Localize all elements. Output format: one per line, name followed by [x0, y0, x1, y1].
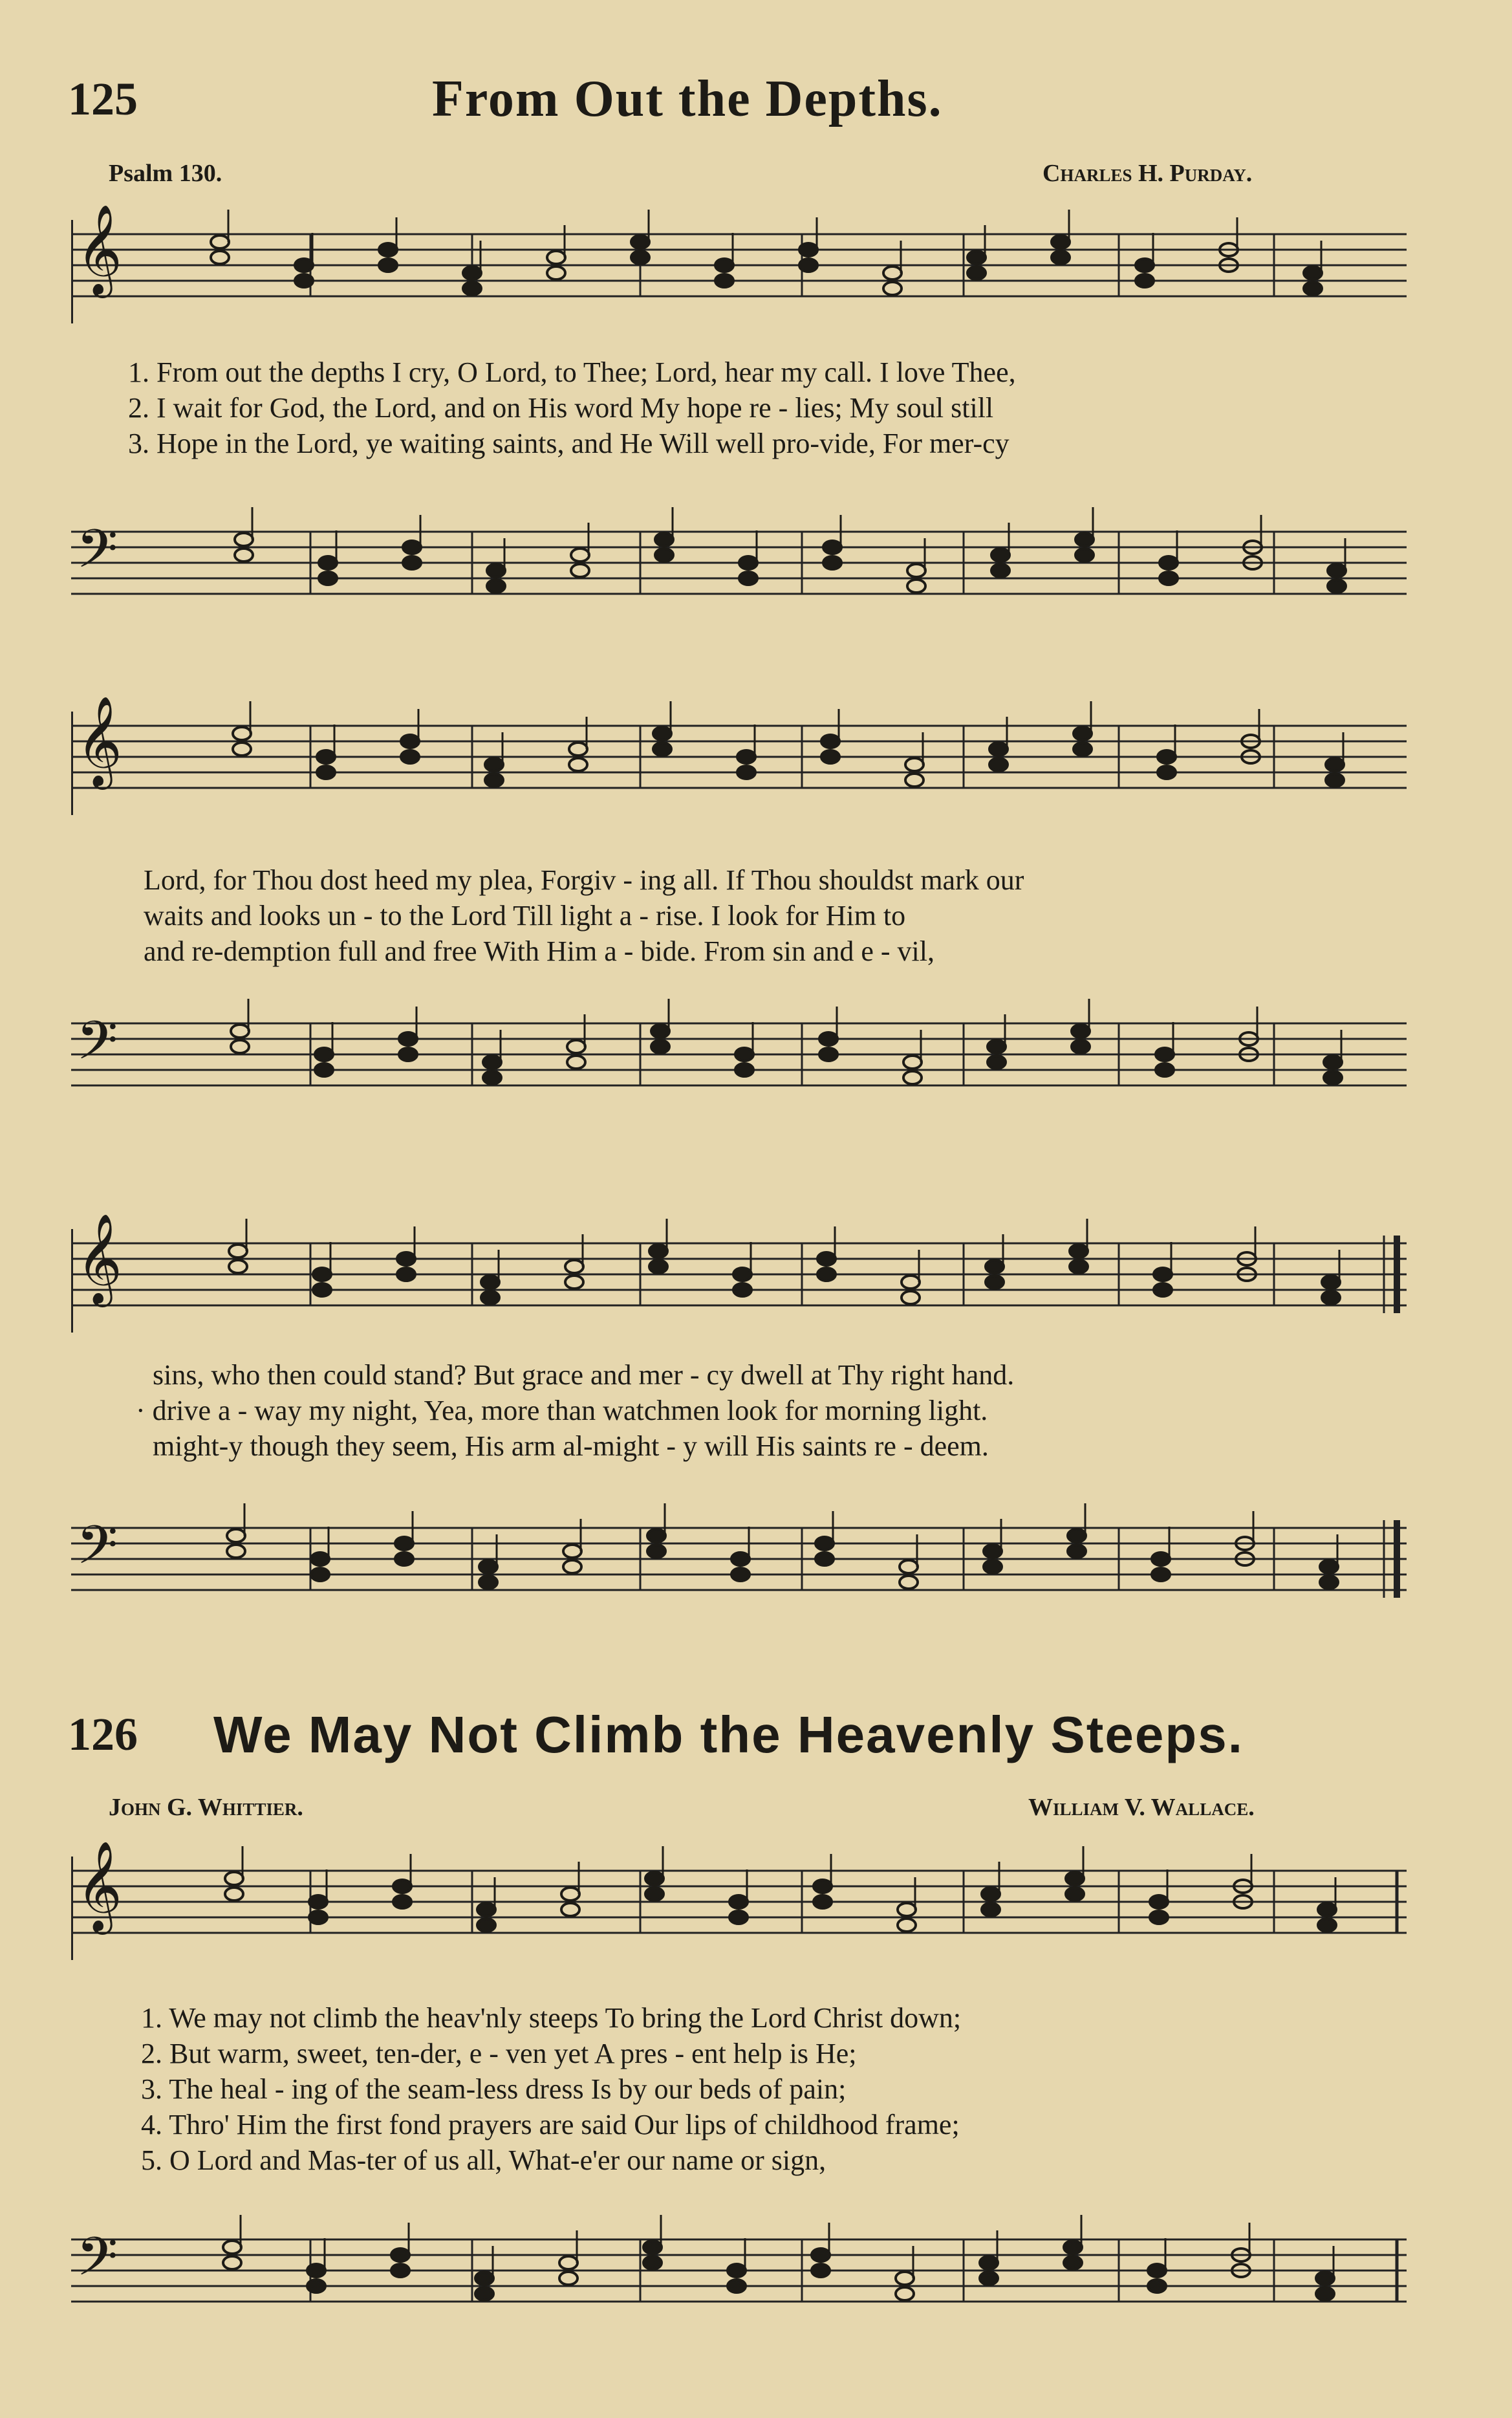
note-head [485, 758, 503, 771]
note-head [463, 282, 481, 295]
note-head [1148, 2280, 1166, 2293]
note-head [982, 1888, 1000, 1901]
hymn-126-music-credit: William V. Wallace. [1028, 1794, 1255, 1821]
note-head [823, 556, 841, 569]
note-head [649, 1260, 667, 1273]
note-head [567, 1040, 585, 1053]
note-head [463, 267, 481, 279]
notes-group [71, 1844, 1407, 1960]
note-head [1326, 758, 1344, 771]
note-head [475, 2272, 493, 2285]
note-head [1328, 564, 1346, 577]
note-head [1136, 259, 1154, 272]
hymn-126-title: We May Not Climb the Heavenly Steeps. [213, 1706, 1244, 1763]
note-head [391, 2264, 409, 2277]
note-head [1232, 2249, 1250, 2261]
note-head [1136, 274, 1154, 287]
note-head [1068, 1529, 1086, 1542]
hymn-126-verse-3: 3. The heal - ing of the seam-less dress Is by our beds of pain; [141, 2073, 847, 2105]
note-head [225, 1888, 243, 1901]
note-head [399, 1032, 417, 1045]
note-head [403, 541, 421, 554]
note-head [1236, 1537, 1254, 1550]
note-head [980, 2272, 998, 2285]
note-head [1326, 774, 1344, 787]
note-head [653, 743, 671, 756]
note-head [229, 1245, 247, 1258]
note-head [1234, 1895, 1252, 1908]
note-head [631, 235, 649, 248]
notes-group [71, 2212, 1407, 2329]
note-head [1244, 541, 1262, 554]
note-head [1072, 1025, 1090, 1038]
note-head [1150, 1911, 1168, 1924]
note-head [561, 1888, 579, 1901]
note-head [571, 549, 589, 561]
note-head [967, 251, 986, 264]
note-head [319, 556, 337, 569]
note-head [989, 758, 1008, 771]
note-head [559, 2272, 578, 2285]
note-head [819, 1048, 837, 1061]
note-head [1152, 1568, 1170, 1581]
note-head [1158, 750, 1176, 763]
note-head [1316, 2272, 1334, 2285]
note-head [643, 2241, 662, 2254]
note-head [651, 1025, 669, 1038]
notes-group [71, 699, 1407, 815]
note-head [561, 1903, 579, 1916]
note-head [1304, 267, 1322, 279]
note-head [1304, 282, 1322, 295]
note-head [1320, 1560, 1338, 1573]
hymn-125-s3-verse-3: might-y though they seem, His arm al-might - y will His saints re - deem. [153, 1430, 989, 1462]
note-head [715, 259, 733, 272]
hymn-125-music-credit: Charles H. Purday. [1042, 160, 1253, 187]
note-head [477, 1919, 495, 1932]
note-head [1074, 727, 1092, 740]
hymn-125-s1-verse-3: 3. Hope in the Lord, ye waiting saints, and He Will well pro-vide, For mer-cy [128, 428, 1010, 459]
note-head [1232, 2264, 1250, 2277]
note-head [1240, 1032, 1258, 1045]
note-head [487, 564, 505, 577]
note-head [980, 2256, 998, 2269]
note-head [223, 2241, 241, 2254]
note-head [967, 267, 986, 279]
note-head [715, 274, 733, 287]
note-head [295, 274, 313, 287]
note-head [737, 766, 755, 779]
note-head [393, 1880, 411, 1893]
note-head [403, 556, 421, 569]
note-head [307, 2280, 325, 2293]
note-head [728, 2264, 746, 2277]
note-head [319, 572, 337, 585]
note-head [395, 1537, 413, 1550]
note-head [812, 2264, 830, 2277]
note-head [1154, 1268, 1172, 1281]
note-head [563, 1545, 581, 1558]
note-head [903, 1056, 922, 1069]
note-head [896, 2272, 914, 2285]
note-head [227, 1545, 245, 1558]
note-head [643, 2256, 662, 2269]
note-head [821, 735, 839, 748]
note-head [229, 1260, 247, 1273]
bass-clef-icon: 𝄢 [76, 1514, 118, 1589]
note-head [313, 1268, 331, 1281]
hymn-125-s3-verse-1: sins, who then could stand? But grace and mer - cy dwell at Thy right hand. [153, 1359, 1015, 1391]
note-head [814, 1880, 832, 1893]
treble-clef-icon: 𝄞 [76, 1214, 122, 1303]
note-head [231, 1025, 249, 1038]
note-head [823, 541, 841, 554]
note-head [733, 1268, 751, 1281]
note-head [903, 1071, 922, 1084]
note-head [235, 533, 253, 546]
note-head [902, 1291, 920, 1304]
note-head [477, 1903, 495, 1916]
note-head [1074, 743, 1092, 756]
note-head [733, 1283, 751, 1296]
note-head [737, 750, 755, 763]
note-head [1160, 572, 1178, 585]
note-head [567, 1056, 585, 1069]
note-head [1052, 251, 1070, 264]
note-head [799, 243, 817, 256]
treble-clef-icon: 𝄞 [76, 696, 122, 786]
note-head [989, 743, 1008, 756]
note-head [485, 774, 503, 787]
note-head [1328, 580, 1346, 593]
bass-clef-icon: 𝄢 [76, 1009, 118, 1085]
note-head [1066, 1872, 1084, 1885]
note-head [1148, 2264, 1166, 2277]
note-head [728, 2280, 746, 2293]
note-head [1322, 1291, 1340, 1304]
note-head [227, 1529, 245, 1542]
note-head [817, 1252, 836, 1265]
note-head [1240, 1048, 1258, 1061]
note-head [1075, 533, 1094, 546]
note-head [563, 1560, 581, 1573]
note-head [651, 1040, 669, 1053]
note-head [1154, 1283, 1172, 1296]
note-head [986, 1260, 1004, 1273]
bass-clef-icon: 𝄢 [76, 2225, 118, 2301]
note-head [481, 1276, 499, 1289]
hymn-125-s1-verse-2: 2. I wait for God, the Lord, and on His word My hope re - lies; My soul still [128, 392, 994, 424]
note-head [395, 1552, 413, 1565]
note-head [907, 564, 925, 577]
note-head [309, 1895, 327, 1908]
note-head [1238, 1268, 1256, 1281]
note-head [401, 750, 419, 763]
note-head [883, 267, 902, 279]
note-head [315, 1063, 333, 1076]
hymn-126-verse-2: 2. But warm, sweet, ten-der, e - ven yet A pres - ent help is He; [141, 2038, 857, 2069]
hymn-126-text-credit: John G. Whittier. [109, 1794, 303, 1821]
note-head [645, 1872, 664, 1885]
hymn-126-number: 126 [68, 1708, 138, 1760]
note-head [739, 556, 757, 569]
note-head [313, 1283, 331, 1296]
note-head [233, 743, 251, 756]
note-head [655, 533, 673, 546]
note-head [991, 564, 1010, 577]
note-head [982, 1903, 1000, 1916]
note-head [898, 1903, 916, 1916]
note-head [483, 1056, 501, 1069]
note-head [1234, 1880, 1252, 1893]
note-head [821, 750, 839, 763]
note-head [991, 549, 1010, 561]
note-head [1318, 1903, 1336, 1916]
note-head [799, 259, 817, 272]
note-head [569, 758, 587, 771]
note-head [1242, 735, 1260, 748]
hymn-125-s1-verse-1: 1. From out the depths I cry, O Lord, to Thee; Lord, hear my call. I love Thee, [128, 356, 1016, 388]
note-head [900, 1576, 918, 1589]
note-head [731, 1552, 750, 1565]
note-head [1052, 235, 1070, 248]
note-head [231, 1040, 249, 1053]
note-head [1324, 1071, 1342, 1084]
note-head [475, 2287, 493, 2300]
note-head [397, 1252, 415, 1265]
note-head [559, 2256, 578, 2269]
note-head [1244, 556, 1262, 569]
note-head [379, 243, 397, 256]
note-head [1150, 1895, 1168, 1908]
note-head [223, 2256, 241, 2269]
note-head [817, 1268, 836, 1281]
note-head [907, 580, 925, 593]
note-head [819, 1032, 837, 1045]
note-head [647, 1529, 665, 1542]
note-head [547, 251, 565, 264]
notes-group [71, 1501, 1407, 1617]
note-head [379, 259, 397, 272]
treble-clef-icon: 𝄞 [76, 204, 122, 294]
note-head [1236, 1552, 1254, 1565]
note-head [311, 1568, 329, 1581]
note-head [233, 727, 251, 740]
note-head [898, 1919, 916, 1932]
note-head [391, 2249, 409, 2261]
note-head [1324, 1056, 1342, 1069]
note-head [986, 1276, 1004, 1289]
note-head [815, 1552, 834, 1565]
notes-group [71, 1216, 1407, 1333]
note-head [1316, 2287, 1334, 2300]
note-head [479, 1560, 497, 1573]
note-head [1070, 1260, 1088, 1273]
note-head [1322, 1276, 1340, 1289]
note-head [988, 1040, 1006, 1053]
notes-group [71, 207, 1407, 323]
note-head [1075, 549, 1094, 561]
note-head [1242, 750, 1260, 763]
hymn-125-text-credit: Psalm 130. [109, 160, 222, 187]
note-head [569, 743, 587, 756]
hymn-125-s2-verse-3: and re-demption full and free With Him a - bide. From sin and e - vil, [144, 935, 934, 967]
hymn-126-verse-4: 4. Thro' Him the first fond prayers are said Our lips of childhood frame; [141, 2109, 960, 2140]
note-head [225, 1872, 243, 1885]
note-head [317, 766, 335, 779]
note-head [739, 572, 757, 585]
note-head [735, 1048, 753, 1061]
notes-group [71, 505, 1407, 621]
note-head [1068, 1545, 1086, 1558]
note-head [211, 235, 229, 248]
hymn-125-number: 125 [68, 73, 138, 125]
hymn-126-verse-5: 5. O Lord and Mas-ter of us all, What-e'er our name or sign, [141, 2144, 826, 2176]
note-head [1072, 1040, 1090, 1053]
note-head [653, 727, 671, 740]
note-head [309, 1911, 327, 1924]
note-head [1220, 259, 1238, 272]
hymn-125-s3-verse-2: · drive a - way my night, Yea, more than watchmen look for morning light. [136, 1395, 988, 1426]
treble-clef-icon: 𝄞 [76, 1841, 122, 1931]
note-head [1066, 1888, 1084, 1901]
note-head [547, 267, 565, 279]
note-head [883, 282, 902, 295]
note-head [571, 564, 589, 577]
note-head [1238, 1252, 1256, 1265]
note-head [311, 1552, 329, 1565]
note-head [479, 1576, 497, 1589]
note-head [655, 549, 673, 561]
note-head [295, 259, 313, 272]
note-head [235, 549, 253, 561]
note-head [565, 1276, 583, 1289]
note-head [397, 1268, 415, 1281]
note-head [896, 2287, 914, 2300]
hymn-125-s2-verse-1: Lord, for Thou dost heed my plea, Forgiv - ing all. If Thou shouldst mark our [144, 864, 1024, 896]
note-head [393, 1895, 411, 1908]
note-head [481, 1291, 499, 1304]
note-head [812, 2249, 830, 2261]
note-head [399, 1048, 417, 1061]
note-head [735, 1063, 753, 1076]
note-head [647, 1545, 665, 1558]
note-head [315, 1048, 333, 1061]
note-head [487, 580, 505, 593]
note-head [307, 2264, 325, 2277]
note-head [1152, 1552, 1170, 1565]
note-head [1156, 1063, 1174, 1076]
note-head [984, 1560, 1002, 1573]
hymn-126-verse-1: 1. We may not climb the heav'nly steeps To bring the Lord Christ down; [141, 2002, 962, 2034]
note-head [317, 750, 335, 763]
note-head [729, 1895, 748, 1908]
note-head [645, 1888, 664, 1901]
note-head [1064, 2256, 1082, 2269]
note-head [649, 1245, 667, 1258]
note-head [1070, 1245, 1088, 1258]
notes-group [71, 996, 1407, 1113]
note-head [1220, 243, 1238, 256]
note-head [1320, 1576, 1338, 1589]
note-head [988, 1056, 1006, 1069]
note-head [729, 1911, 748, 1924]
bass-clef-icon: 𝄢 [76, 517, 118, 593]
note-head [905, 758, 923, 771]
note-head [211, 251, 229, 264]
note-head [814, 1895, 832, 1908]
note-head [815, 1537, 834, 1550]
note-head [631, 251, 649, 264]
note-head [984, 1545, 1002, 1558]
note-head [902, 1276, 920, 1289]
note-head [401, 735, 419, 748]
note-head [483, 1071, 501, 1084]
hymn-125-title: From Out the Depths. [432, 71, 943, 127]
note-head [731, 1568, 750, 1581]
note-head [1064, 2241, 1082, 2254]
note-head [900, 1560, 918, 1573]
note-head [905, 774, 923, 787]
note-head [1318, 1919, 1336, 1932]
note-head [1158, 766, 1176, 779]
note-head [565, 1260, 583, 1273]
note-head [1160, 556, 1178, 569]
note-head [1156, 1048, 1174, 1061]
hymn-125-s2-verse-2: waits and looks un - to the Lord Till light a - rise. I look for Him to [144, 900, 906, 931]
